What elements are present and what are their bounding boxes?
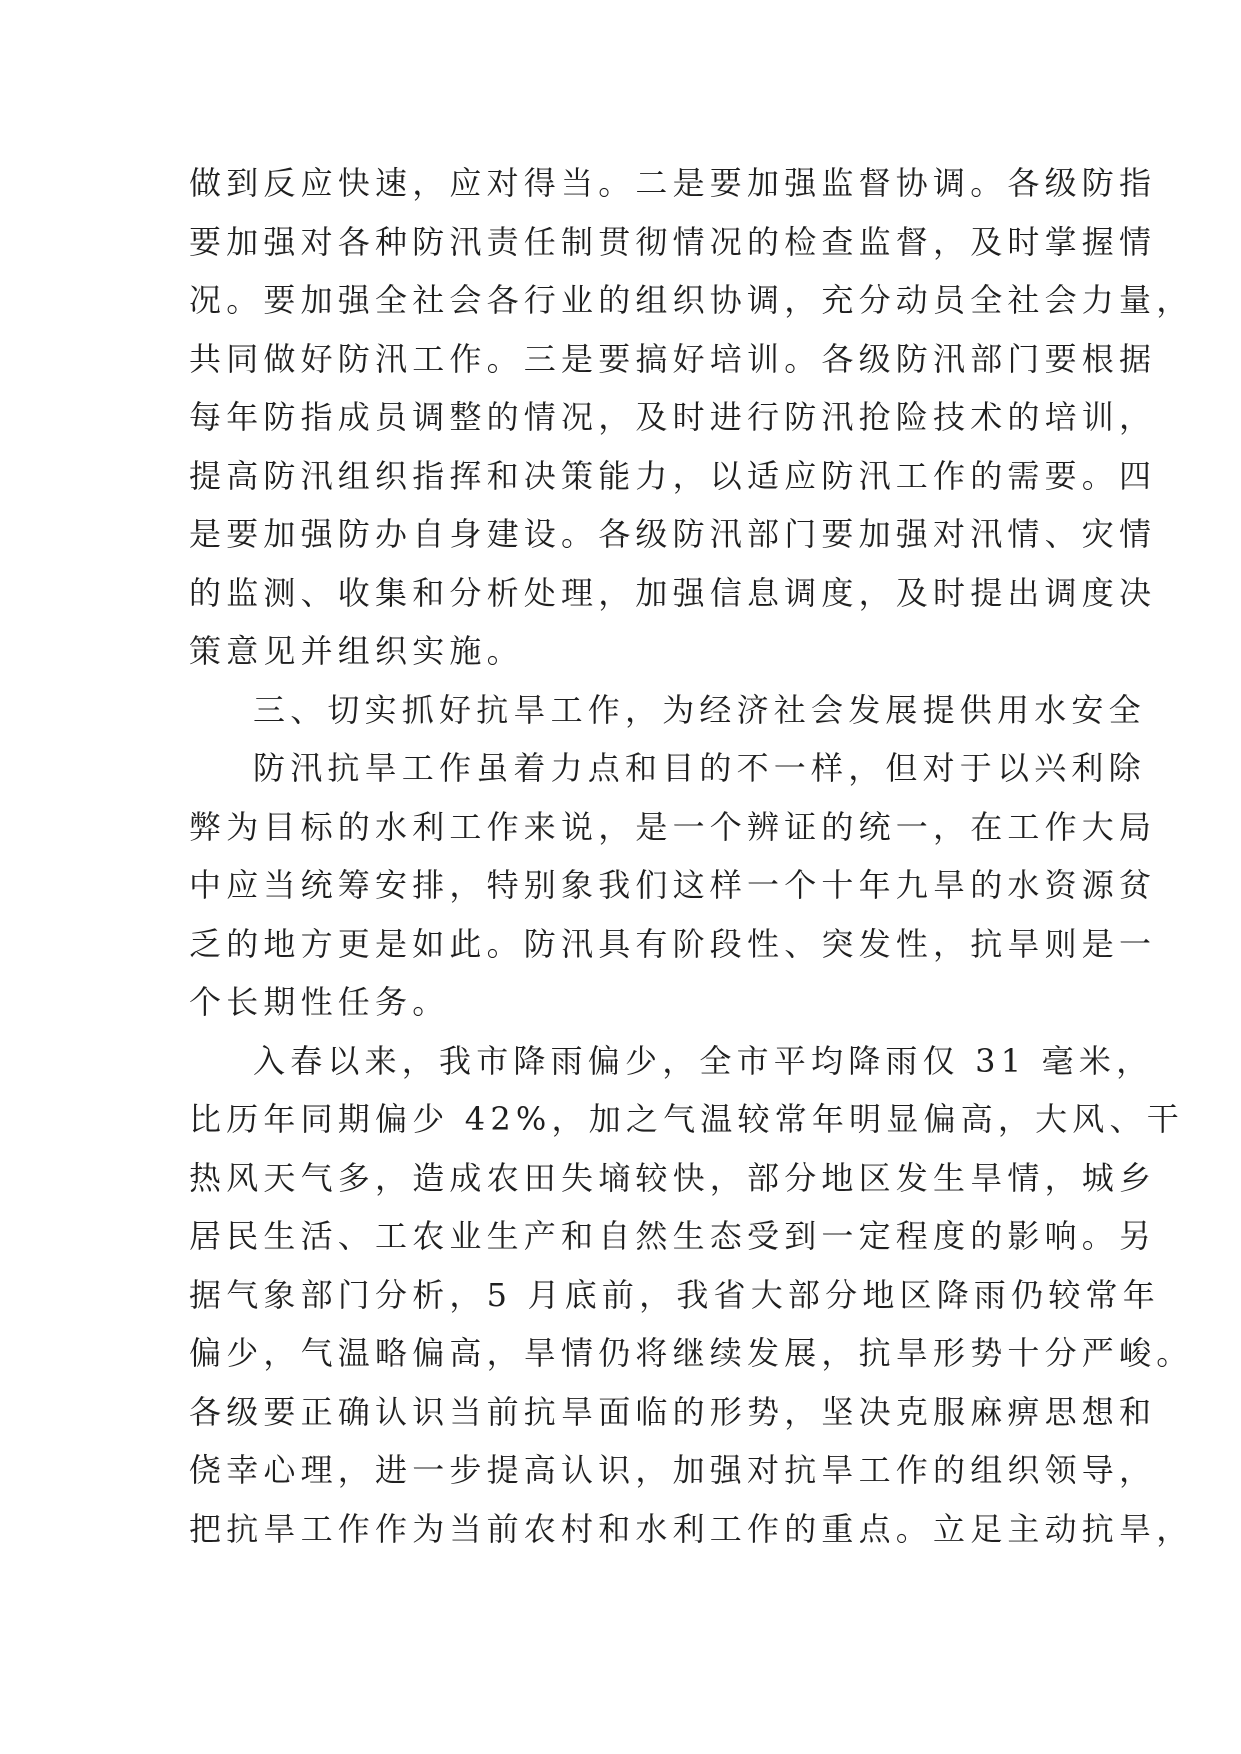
text-line: 中应当统筹安排，特别象我们这样一个十年九旱的水资源贫 xyxy=(189,866,1157,904)
text-line: 侥幸心理，进一步提高认识，加强对抗旱工作的组织领导， xyxy=(189,1451,1157,1489)
text-line: 提高防汛组织指挥和决策能力，以适应防汛工作的需要。四 xyxy=(189,456,1157,495)
text-line: 偏少，气温略偏高，旱情仍将继续发展，抗旱形势十分严峻。 xyxy=(189,1334,1194,1372)
text-line: 每年防指成员调整的情况，及时进行防汛抢险技术的培训， xyxy=(189,398,1157,436)
text-line: 热风天气多，造成农田失墒较快，部分地区发生旱情，城乡 xyxy=(189,1158,1157,1197)
text-line: 比历年同期偏少 42%，加之气温较常年明显偏高，大风、干 xyxy=(189,1100,1184,1138)
text-line: 况。要加强全社会各行业的组织协调，充分动员全社会力量， xyxy=(189,281,1194,319)
text-line: 把抗旱工作作为当前农村和水利工作的重点。立足主动抗旱， xyxy=(189,1509,1194,1548)
text-line: 是要加强防办自身建设。各级防汛部门要加强对汛情、灾情 xyxy=(189,515,1157,553)
text-line: 做到反应快速，应对得当。二是要加强监督协调。各级防指 xyxy=(189,164,1157,202)
text-line: 策意见并组织实施。 xyxy=(189,632,524,670)
text-line: 三、切实抓好抗旱工作，为经济社会发展提供用水安全 xyxy=(253,690,1146,729)
text-line: 共同做好防汛工作。三是要搞好培训。各级防汛部门要根据 xyxy=(189,339,1157,378)
text-line: 的监测、收集和分析处理，加强信息调度，及时提出调度决 xyxy=(189,573,1157,612)
text-line: 据气象部门分析，5 月底前，我省大部分地区降雨仍较常年 xyxy=(189,1275,1160,1314)
text-line: 入春以来，我市降雨偏少，全市平均降雨仅 31 毫米， xyxy=(253,1041,1154,1080)
text-line: 要加强对各种防汛责任制贯彻情况的检查监督，及时掌握情 xyxy=(189,222,1157,261)
document-body xyxy=(189,154,1194,1558)
text-line: 弊为目标的水利工作来说，是一个辨证的统一，在工作大局 xyxy=(189,807,1157,846)
text-line: 居民生活、工农业生产和自然生态受到一定程度的影响。另 xyxy=(189,1217,1157,1255)
text-line: 防汛抗旱工作虽着力点和目的不一样，但对于以兴利除 xyxy=(253,749,1146,787)
text-line: 乏的地方更是如此。防汛具有阶段性、突发性，抗旱则是一 xyxy=(189,924,1157,963)
text-line: 各级要正确认识当前抗旱面临的形势，坚决克服麻痹思想和 xyxy=(189,1392,1157,1431)
text-line: 个长期性任务。 xyxy=(189,983,450,1021)
